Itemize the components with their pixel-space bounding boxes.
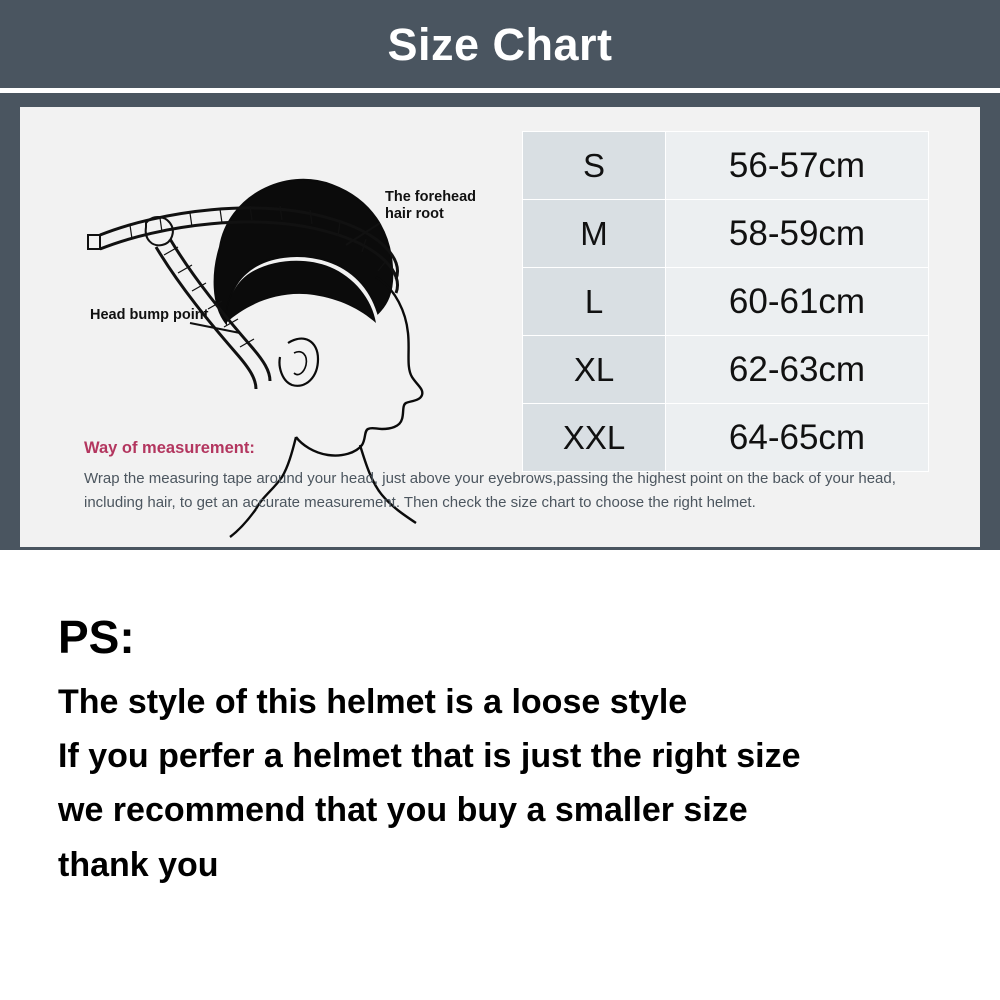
ps-line-4: thank you — [58, 845, 219, 884]
ps-line-1: The style of this helmet is a loose style — [58, 682, 688, 721]
range-cell: 64-65cm — [666, 404, 929, 472]
size-table-body — [523, 132, 929, 472]
size-chart-panel — [0, 93, 1000, 550]
table-row — [523, 404, 929, 472]
size-cell: XXL — [523, 404, 666, 472]
table-row — [523, 336, 929, 404]
size-cell: L — [523, 268, 666, 336]
measurement-text: Wrap the measuring tape around your head, just above your eyebrows,passing the highest point on the back of your head, including hair, to get an accurate measurement. Then check the size chart to choose the right helmet. — [84, 470, 896, 511]
size-cell: M — [523, 200, 666, 268]
range-cell: 58-59cm — [666, 200, 929, 268]
label-head-bump-point: Head bump point — [90, 307, 209, 323]
size-table — [522, 131, 929, 472]
label-forehead-line-2: hair root — [385, 205, 444, 222]
range-cell: 62-63cm — [666, 336, 929, 404]
table-row — [523, 132, 929, 200]
label-forehead-line-1: The forehead — [385, 189, 477, 205]
ps-heading: PS: — [58, 611, 135, 663]
size-cell: S — [523, 132, 666, 200]
ps-line-2: If you perfer a helmet that is just the right size — [58, 736, 801, 775]
header-banner — [0, 0, 1000, 88]
table-row — [523, 268, 929, 336]
label-forehead-hair-root — [385, 189, 476, 222]
ps-line-3: we recommend that you buy a smaller size — [58, 791, 748, 830]
size-chart-card — [20, 107, 980, 547]
page-title: Size Chart — [387, 18, 613, 70]
range-cell: 56-57cm — [666, 132, 929, 200]
measurement-title: Way of measurement: — [84, 439, 255, 457]
table-row — [523, 200, 929, 268]
size-cell: XL — [523, 336, 666, 404]
ps-section — [0, 550, 1000, 1000]
range-cell: 60-61cm — [666, 268, 929, 336]
